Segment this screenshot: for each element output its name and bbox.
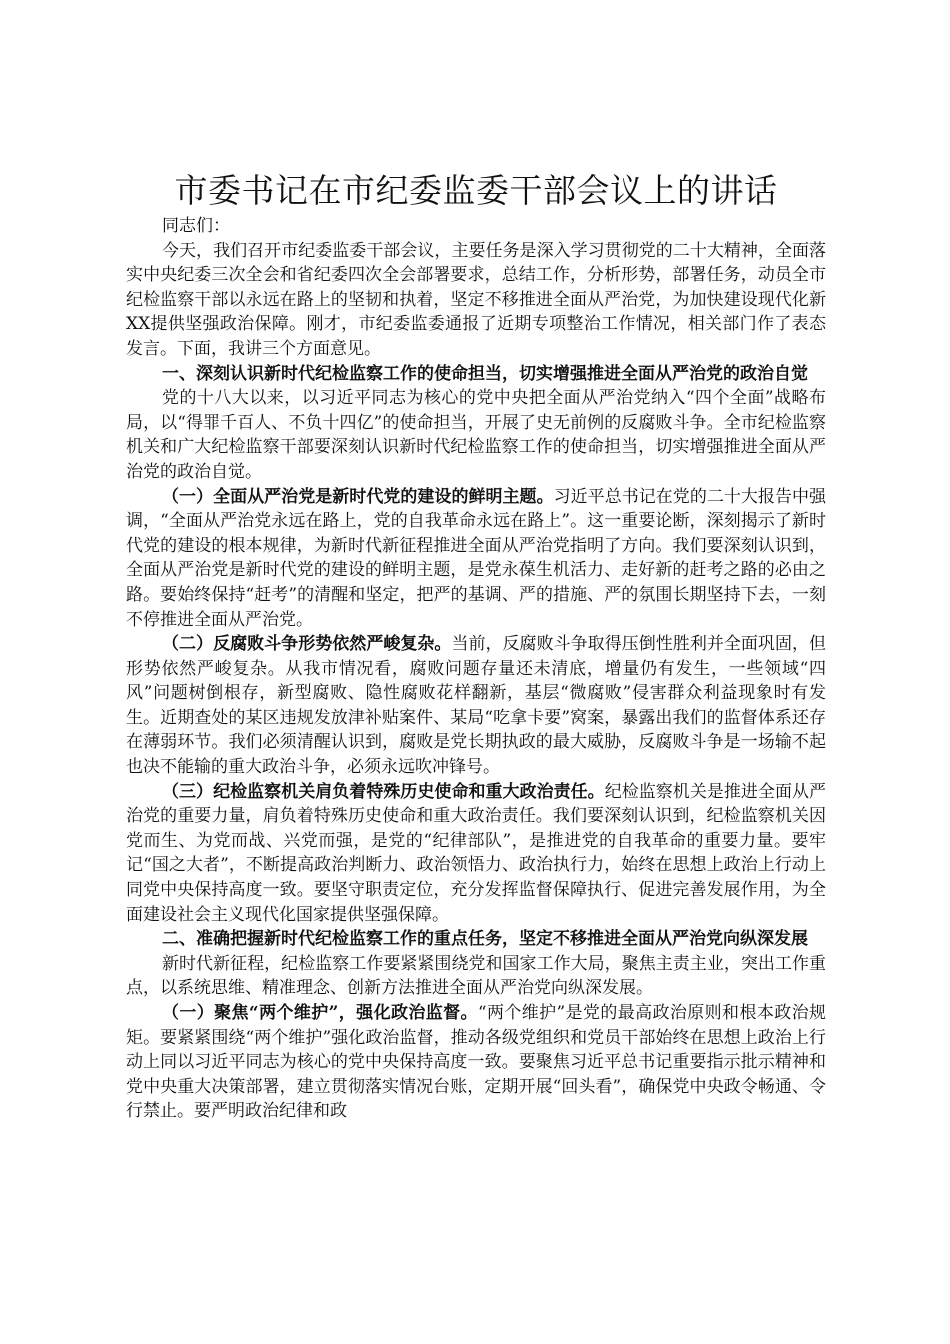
section-1-point-3 bbox=[126, 780, 826, 928]
point-text: 习近平总书记在党的二十大报告中强调，“全面从严治党永远在路上，党的自我革命永远在路上”。这一重要论断，深刻揭示了新时代党的建设的根本规律，为新时代新征程推进全面从严治党指明了方向。我们要深刻认识到，全面从严治党是新时代党的建设的鲜明主题，是党永葆生机活力、走好新的赶考之路的必由之路。要始终保持“赶考”的清醒和坚定，把严的基调、严的措施、严的氛围长期坚持下去，一刻不停推进全面从严治党。 bbox=[126, 486, 827, 630]
point-lead: （三）纪检监察机关肩负着特殊历史使命和重大政治责任。 bbox=[162, 781, 605, 802]
section-2-point-1 bbox=[126, 1001, 826, 1124]
point-text: “两个维护”是党的最高政治原则和根本政治规矩。要紧紧围绕“两个维护”强化政治监督，推动各级党组织和党员干部始终在思想上政治上行动上同以习近平同志为核心的党中央保持高度一致。要聚焦习近平总书记重要指示批示精神和党中央重大决策部署，建立贯彻落实情况台账，定期开展“回头看”，确保党中央政令畅通、令行禁止。要严明政治纪律和政 bbox=[126, 1003, 826, 1122]
point-text: 纪检监察机关是推进全面从严治党的重要力量，肩负着特殊历史使命和重大政治责任。我们要深刻认识到，纪检监察机关因党而生、为党而战、兴党而强，是党的“纪律部队”，是推进党的自我革命的重要力量。要牢记“国之大者”，不断提高政治判断力、政治领悟力、政治执行力，始终在思想上政治上行动上同党中央保持高度一致。要坚守职责定位，充分发挥监督保障执行、促进完善发展作用，为全面建设社会主义现代化国家提供坚强保障。 bbox=[126, 781, 827, 925]
section-1-point-2 bbox=[126, 632, 826, 780]
section-1-heading: 一、深刻认识新时代纪检监察工作的使命担当，切实增强推进全面从严治党的政治自觉 bbox=[162, 363, 808, 384]
section-2-intro: 新时代新征程，纪检监察工作要紧紧围绕党和国家工作大局，聚焦主责主业，突出工作重点，以系统思维、精准理念、创新方法推进全面从严治党向纵深发展。 bbox=[126, 953, 826, 999]
intro-paragraph: 今天，我们召开市纪委监委干部会议，主要任务是深入学习贯彻党的二十大精神，全面落实中央纪委三次全会和省纪委四次全会部署要求，总结工作，分析形势，部署任务，动员全市纪检监察干部以永远在路上的坚韧和执着，坚定不移推进全面从严治党，为加快建设现代化新XX提供坚强政治保障。刚才，市纪委监委通报了近期专项整治工作情况，相关部门作了表态发言。下面，我讲三个方面意见。 bbox=[126, 240, 826, 359]
section-1-point-1 bbox=[126, 485, 826, 633]
point-text: 当前，反腐败斗争取得压倒性胜利并全面巩固，但形势依然严峻复杂。从我市情况看，腐败问题存量还未清底，增量仍有发生，一些领域“四风”问题树倒根存，新型腐败、隐性腐败花样翻新，基层“微腐败”侵害群众利益现象时有发生。近期查处的某区违规发放津补贴案件、某局“吃拿卡要”窝案，暴露出我们的监督体系还存在薄弱环节。我们必须清醒认识到，腐败是党长期执政的最大威胁，反腐败斗争是一场输不起也决不能输的重大政治斗争，必须永远吹冲锋号。 bbox=[126, 634, 827, 778]
section-2-heading: 二、准确把握新时代纪检监察工作的重点任务，坚定不移推进全面从严治党向纵深发展 bbox=[162, 929, 808, 950]
point-lead: （一）聚焦“两个维护”，强化政治监督。 bbox=[162, 1003, 478, 1023]
document-page bbox=[126, 168, 826, 1124]
point-lead: （一）全面从严治党是新时代党的建设的鲜明主题。 bbox=[162, 486, 554, 507]
greeting: 同志们： bbox=[162, 216, 230, 236]
point-lead: （二）反腐败斗争形势依然严峻复杂。 bbox=[162, 634, 452, 655]
document-title: 市委书记在市纪委监委干部会议上的讲话 bbox=[174, 171, 778, 210]
section-1-intro: 党的十八大以来，以习近平同志为核心的党中央把全面从严治党纳入“四个全面”战略布局，以“得罪千百人、不负十四亿”的使命担当，开展了史无前例的反腐败斗争。全市纪检监察机关和广大纪检监察干部要深刻认识新时代纪检监察工作的使命担当，切实增强推进全面从严治党的政治自觉。 bbox=[126, 388, 826, 482]
